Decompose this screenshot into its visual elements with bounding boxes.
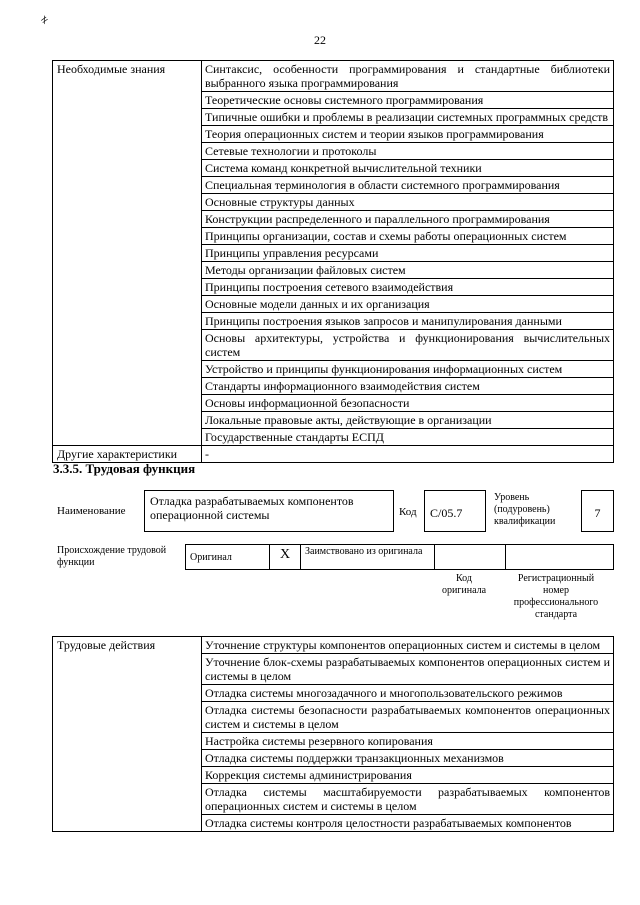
original-label: Оригинал: [190, 552, 232, 563]
origin-table: [185, 544, 614, 570]
actions-table: [52, 636, 614, 832]
function-level-box: [581, 490, 614, 532]
knowledge-table-body: [53, 61, 614, 463]
other-characteristics-row: [53, 446, 614, 463]
function-name-value: Отладка разрабатываемых компонентов операционной системы: [150, 494, 354, 522]
knowledge-row-item: Синтаксис, особенности программирования и стандартные библиотеки выбранного языка программирования: [202, 61, 614, 92]
knowledge-row-item: Устройство и принципы функционирования информационных систем: [202, 361, 614, 378]
name-label: Наименование: [57, 505, 126, 517]
knowledge-row-item: Типичные ошибки и проблемы в реализации системных программных средств: [202, 109, 614, 126]
knowledge-row-item: Основные модели данных и их организация: [202, 296, 614, 313]
action-row-item: Коррекция системы администрирования: [202, 767, 614, 784]
knowledge-row-item: Принципы организации, состав и схемы работы операционных систем: [202, 228, 614, 245]
actions-table-body: [53, 637, 614, 832]
origin-label: Происхождение трудовой функции: [57, 545, 167, 568]
action-row-item: Уточнение блок-схемы разрабатываемых компонентов операционных систем и системы в целом: [202, 654, 614, 685]
action-row-item: Отладка системы безопасности разрабатываемых компонентов операционных систем и системы в целом: [202, 702, 614, 733]
action-row-item: Отладка системы контроля целостности разрабатываемых компонентов: [202, 815, 614, 832]
origin-code-cell: [435, 545, 506, 570]
action-row-item: Уточнение структуры компонентов операционных систем и системы в целом: [202, 637, 614, 654]
page-number: 22: [314, 33, 326, 47]
knowledge-row-item: Основы информационной безопасности: [202, 395, 614, 412]
knowledge-row-item: Основные структуры данных: [202, 194, 614, 211]
other-characteristics-label: Другие характеристики: [53, 446, 202, 463]
action-row-item: Отладка системы поддержки транзакционных механизмов: [202, 750, 614, 767]
action-row-item: Отладка системы многозадачного и многопользовательского режимов: [202, 685, 614, 702]
original-cell: [186, 545, 270, 570]
knowledge-table: [52, 60, 614, 463]
function-level-value: 7: [594, 506, 601, 520]
reg-number-caption: Регистрационный номер профессионального стандарта: [513, 573, 599, 620]
corner-mark: ≠: [37, 11, 52, 28]
section-title: 3.3.5. Трудовая функция: [53, 461, 196, 476]
borrowed-cell: [301, 545, 435, 570]
knowledge-row-item: Принципы управления ресурсами: [202, 245, 614, 262]
knowledge-row: [53, 61, 614, 92]
action-row: [53, 637, 614, 654]
code-label: Код: [399, 506, 417, 518]
function-name-box: [144, 490, 394, 532]
action-row-item: Настройка системы резервного копирования: [202, 733, 614, 750]
knowledge-row-item: Основы архитектуры, устройства и функционирования вычислительных систем: [202, 330, 614, 361]
original-mark: X: [279, 547, 291, 562]
other-characteristics-value: -: [202, 446, 614, 463]
reg-number-cell: [506, 545, 614, 570]
knowledge-row-item: Теория операционных систем и теории языков программирования: [202, 126, 614, 143]
knowledge-row-item: Стандарты информационного взаимодействия систем: [202, 378, 614, 395]
knowledge-row-item: Конструкции распределенного и параллельного программирования: [202, 211, 614, 228]
action-row-label: Трудовые действия: [53, 637, 202, 832]
knowledge-row-item: Принципы построения сетевого взаимодействия: [202, 279, 614, 296]
knowledge-row-item: Государственные стандарты ЕСПД: [202, 429, 614, 446]
knowledge-row-item: Локальные правовые акты, действующие в организации: [202, 412, 614, 429]
knowledge-row-item: Методы организации файловых систем: [202, 262, 614, 279]
knowledge-row-label: Необходимые знания: [53, 61, 202, 446]
action-row-item: Отладка системы масштабируемости разрабатываемых компонентов операционных систем и системы в целом: [202, 784, 614, 815]
function-code-box: [424, 490, 486, 532]
knowledge-row-item: Специальная терминология в области системного программирования: [202, 177, 614, 194]
knowledge-row-item: Принципы построения языков запросов и манипулирования данными: [202, 313, 614, 330]
level-label: Уровень (подуровень) квалификации: [494, 492, 556, 527]
origin-code-caption: Код оригинала: [441, 573, 487, 596]
original-mark-cell: [270, 545, 301, 570]
knowledge-row-item: Сетевые технологии и протоколы: [202, 143, 614, 160]
borrowed-label: Заимствовано из оригинала: [305, 546, 423, 557]
knowledge-row-item: Теоретические основы системного программирования: [202, 92, 614, 109]
knowledge-row-item: Система команд конкретной вычислительной техники: [202, 160, 614, 177]
function-code-value: С/05.7: [430, 506, 463, 520]
